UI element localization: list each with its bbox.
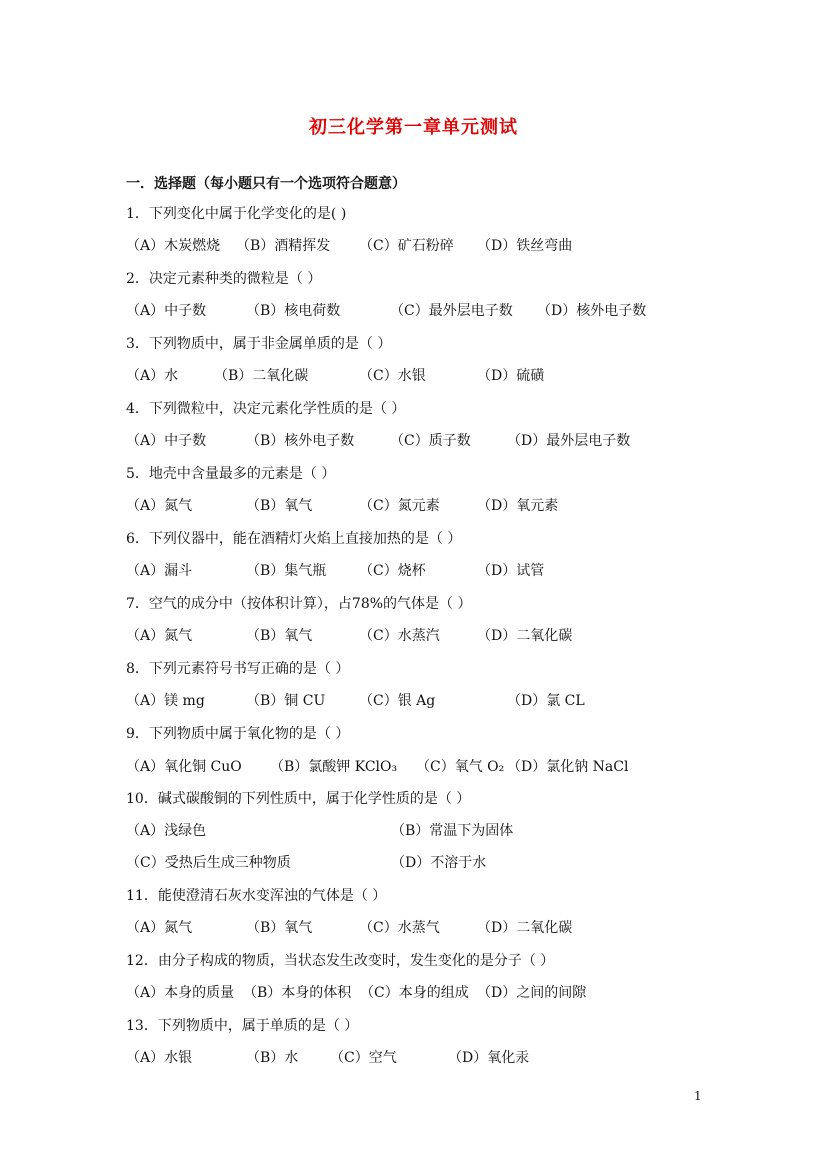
option-c: （C）烧杯 xyxy=(359,563,426,579)
option-a: （A）氮气 xyxy=(126,498,193,514)
option-b: （B）水 xyxy=(246,1050,299,1066)
section-heading: 一．选择题（每小题只有一个选项符合题意） xyxy=(126,176,406,192)
option-d: （D）之间的间隙 xyxy=(477,985,587,1001)
option-b: （B）酒精挥发 xyxy=(236,238,331,254)
option-a: （A）水银 xyxy=(126,1050,193,1066)
option-b: （B）本身的体积 xyxy=(243,985,352,1001)
option-a: （A）浅绿色 xyxy=(126,823,207,839)
option-d: （D）氯 CL xyxy=(507,693,585,709)
question-stem: 13．下列物质中，属于单质的是（ ） xyxy=(126,1018,359,1034)
option-d: （D）不溶于水 xyxy=(391,855,487,871)
option-b: （B）氧气 xyxy=(246,628,313,644)
question-stem: 2．决定元素种类的微粒是（ ） xyxy=(126,271,322,287)
option-d: （D）氧元素 xyxy=(477,498,559,514)
option-c: （C）银 Ag xyxy=(359,693,436,709)
question-stem: 9．下列物质中属于氧化物的是（ ） xyxy=(126,726,350,742)
question-stem: 1．下列变化中属于化学变化的是( ) xyxy=(126,206,347,222)
option-c: （C）氮元素 xyxy=(359,498,440,514)
question-stem: 5．地壳中含量最多的元素是（ ） xyxy=(126,466,336,482)
option-d: （D）试管 xyxy=(477,563,545,579)
option-c: （C）水蒸汽 xyxy=(359,628,440,644)
option-c: （C）最外层电子数 xyxy=(390,303,513,319)
option-d: （D）氧化汞 xyxy=(448,1050,530,1066)
option-d: （D）二氧化碳 xyxy=(477,920,573,936)
option-b: （B）核电荷数 xyxy=(246,303,341,319)
option-c: （C）受热后生成三种物质 xyxy=(126,855,291,871)
question-stem: 10．碱式碳酸铜的下列性质中，属于化学性质的是（ ） xyxy=(126,791,471,807)
question-stem: 6．下列仪器中，能在酒精灯火焰上直接加热的是（ ） xyxy=(126,531,462,547)
option-a: （A）中子数 xyxy=(126,303,207,319)
option-c: （C）质子数 xyxy=(390,433,471,449)
option-a: （A）本身的质量 xyxy=(126,985,235,1001)
option-c: （C）本身的组成 xyxy=(360,985,469,1001)
option-a: （A）氧化铜 CuO xyxy=(126,759,242,775)
option-b: （B）铜 CU xyxy=(246,693,326,709)
option-a: （A）木炭燃烧 xyxy=(126,238,221,254)
option-a: （A）镁 mg xyxy=(126,693,205,709)
option-c: （C）水蒸气 xyxy=(359,920,440,936)
page-number: 1 xyxy=(694,1089,702,1103)
option-c: （C）空气 xyxy=(330,1050,397,1066)
option-a: （A）中子数 xyxy=(126,433,207,449)
question-stem: 8．下列元素符号书写正确的是（ ） xyxy=(126,661,350,677)
option-b: （B）氯酸钾 KClO₃ xyxy=(270,759,398,775)
option-a: （A）水 xyxy=(126,368,179,384)
page-title: 初三化学第一章单元测试 xyxy=(309,117,518,138)
option-c: （C）矿石粉碎 xyxy=(359,238,454,254)
option-d: （D）最外层电子数 xyxy=(507,433,631,449)
question-stem: 11．能使澄清石灰水变浑浊的气体是（ ） xyxy=(126,888,387,904)
option-b: （B）氧气 xyxy=(246,498,313,514)
option-a: （A）氮气 xyxy=(126,628,193,644)
option-d: （D）二氧化碳 xyxy=(477,628,573,644)
option-b: （B）集气瓶 xyxy=(246,563,327,579)
question-stem: 7．空气的成分中（按体积计算），占78%的气体是（ ） xyxy=(126,596,472,612)
option-a: （A）漏斗 xyxy=(126,563,193,579)
option-d: （D）核外电子数 xyxy=(537,303,647,319)
option-c: （C）氧气 O₂ xyxy=(416,759,505,775)
option-b: （B）二氧化碳 xyxy=(214,368,309,384)
question-stem: 3．下列物质中，属于非金属单质的是（ ） xyxy=(126,336,392,352)
option-b: （B）常温下为固体 xyxy=(391,823,514,839)
option-d: （D）铁丝弯曲 xyxy=(477,238,573,254)
option-d: （D）氯化钠 NaCl xyxy=(507,759,629,775)
question-stem: 12．由分子构成的物质，当状态发生改变时，发生变化的是分子（ ） xyxy=(126,953,555,969)
option-d: （D）硫磺 xyxy=(477,368,545,384)
option-b: （B）核外电子数 xyxy=(246,433,355,449)
option-a: （A）氮气 xyxy=(126,920,193,936)
question-stem: 4．下列微粒中，决定元素化学性质的是（ ） xyxy=(126,401,406,417)
option-c: （C）水银 xyxy=(359,368,426,384)
option-b: （B）氧气 xyxy=(246,920,313,936)
